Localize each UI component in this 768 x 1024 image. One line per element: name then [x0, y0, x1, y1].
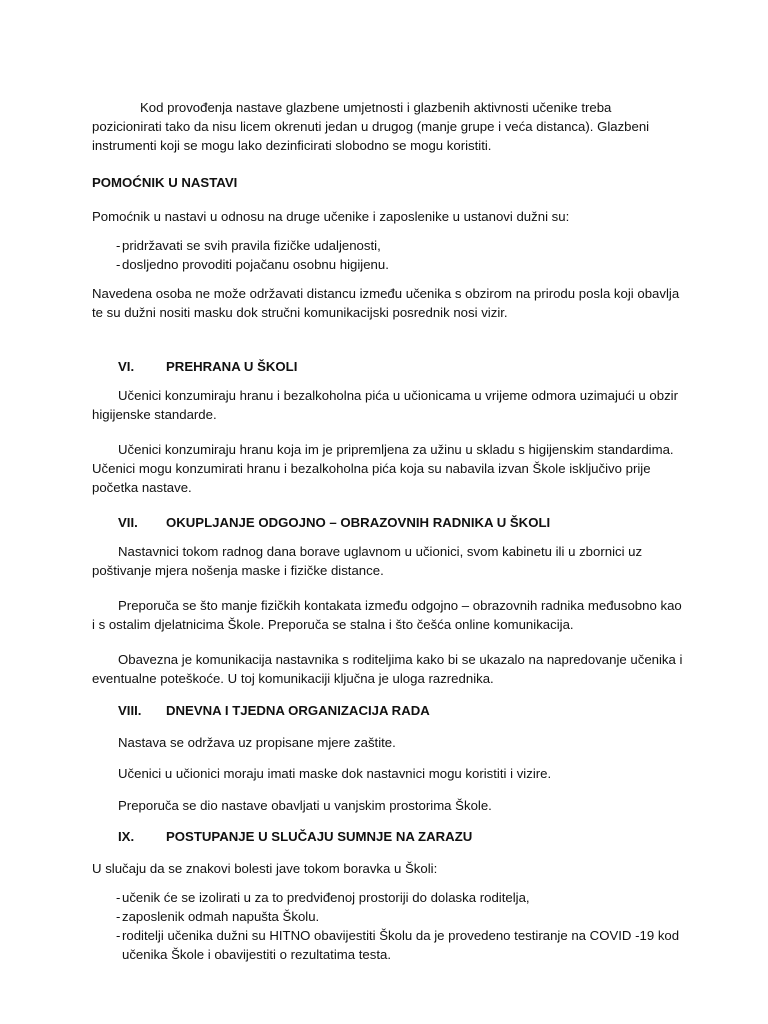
list-item: - dosljedno provoditi pojačanu osobnu higijenu. [92, 255, 684, 274]
section-paragraph: Obavezna je komunikacija nastavnika s roditeljima kako bi se ukazalo na napredovanje učenika i eventualne poteškoće. U toj komunikaciji ključna je uloga razrednika. [92, 652, 683, 686]
section-title: DNEVNA I TJEDNA ORGANIZACIJA RADA [166, 703, 430, 718]
section-paragraph: Učenici konzumiraju hranu koja im je pripremljena za užinu u skladu s higijenskim standardima. Učenici mogu konzumirati hranu i bezalkoholna pića koja su nabavila izvan Škole isključivo prije početka nastave. [92, 442, 674, 495]
section-vii-heading [92, 513, 684, 532]
section-viii-paragraph-1-block [92, 733, 684, 752]
assistant-heading-block [92, 173, 684, 192]
section-ix-heading [92, 827, 684, 846]
list-item: - pridržavati se svih pravila fizičke udaljenosti, [92, 236, 684, 255]
section-title: POSTUPANJE U SLUČAJU SUMNJE NA ZARAZU [166, 829, 473, 844]
section-vii-paragraph-1-block [92, 542, 684, 580]
list-item: - zaposlenik odmah napušta Školu. [92, 907, 684, 926]
section-number: IX. [118, 829, 135, 844]
section-paragraph: Nastava se održava uz propisane mjere zaštite. [118, 735, 396, 750]
section-title: OKUPLJANJE ODGOJNO – OBRAZOVNIH RADNIKA U ŠKOLI [166, 515, 551, 530]
section-viii-heading [92, 701, 684, 720]
section-paragraph: Učenici konzumiraju hranu i bezalkoholna pića u učionicama u vrijeme odmora uzimajući u obzir higijenske standarde. [92, 388, 679, 422]
section-ix-list-block [92, 888, 684, 964]
symptom-procedure-list [92, 888, 684, 964]
section-paragraph: Učenici u učionici moraju imati maske dok nastavnici mogu koristiti i vizire. [118, 766, 552, 781]
intro-paragraph-block [92, 98, 684, 155]
section-paragraph: Preporuča se dio nastave obavljati u vanjskim prostorima Škole. [118, 798, 492, 813]
section-viii-paragraph-2-block [92, 764, 684, 783]
assistant-heading: POMOĆNIK U NASTAVI [92, 175, 238, 190]
section-vii-paragraph-2-block [92, 596, 684, 634]
section-vi-paragraph-2-block [92, 440, 684, 497]
section-vi-heading [92, 357, 684, 376]
assistant-note: Navedena osoba ne može održavati distancu između učenika s obzirom na prirodu posla koji obavlja te su dužni nositi masku dok stručni komunikacijski posrednik nosi vizir. [92, 286, 680, 320]
list-item: - učenik će se izolirati u za to predviđenoj prostoriji do dolaska roditelja, [92, 888, 684, 907]
section-viii-paragraph-3-block [92, 796, 684, 815]
section-vi-paragraph-1-block [92, 386, 684, 424]
section-lead: U slučaju da se znakovi bolesti jave tokom boravka u Školi: [92, 861, 438, 876]
section-vii-paragraph-3-block [92, 650, 684, 688]
assistant-note-block [92, 284, 684, 322]
section-number: VIII. [118, 703, 142, 718]
section-ix-lead-block [92, 859, 684, 878]
intro-paragraph: Kod provođenja nastave glazbene umjetnosti i glazbenih aktivnosti učenike treba pozicionirati tako da nisu licem okrenuti jedan u drugog (manje grupe i veća distanca). Glazbeni instrumenti koji se mogu lako dezinficirati slobodno se mogu koristiti. [92, 100, 650, 153]
list-item: - roditelji učenika dužni su HITNO obavijestiti Školu da je provedeno testiranje na COVID -19 kod učenika Škole i obavijestiti o rezultatima testa. [92, 926, 684, 964]
section-paragraph: Nastavnici tokom radnog dana borave uglavnom u učionici, svom kabinetu ili u zbornici uz poštivanje mjera nošenja maske i fizičke distance. [92, 544, 643, 578]
section-number: VI. [118, 359, 135, 374]
assistant-list-block [92, 236, 684, 274]
section-number: VII. [118, 515, 138, 530]
assistant-lead-block [92, 207, 684, 226]
section-paragraph: Preporuča se što manje fizičkih kontakata između odgojno – obrazovnih radnika međusobno kao i s ostalim djelatnicima Škole. Preporuča se stalna i što češća online komunikacija. [92, 598, 682, 632]
assistant-lead: Pomoćnik u nastavi u odnosu na druge učenike i zaposlenike u ustanovi dužni su: [92, 209, 570, 224]
assistant-duties-list [92, 236, 684, 274]
section-title: PREHRANA U ŠKOLI [166, 359, 298, 374]
